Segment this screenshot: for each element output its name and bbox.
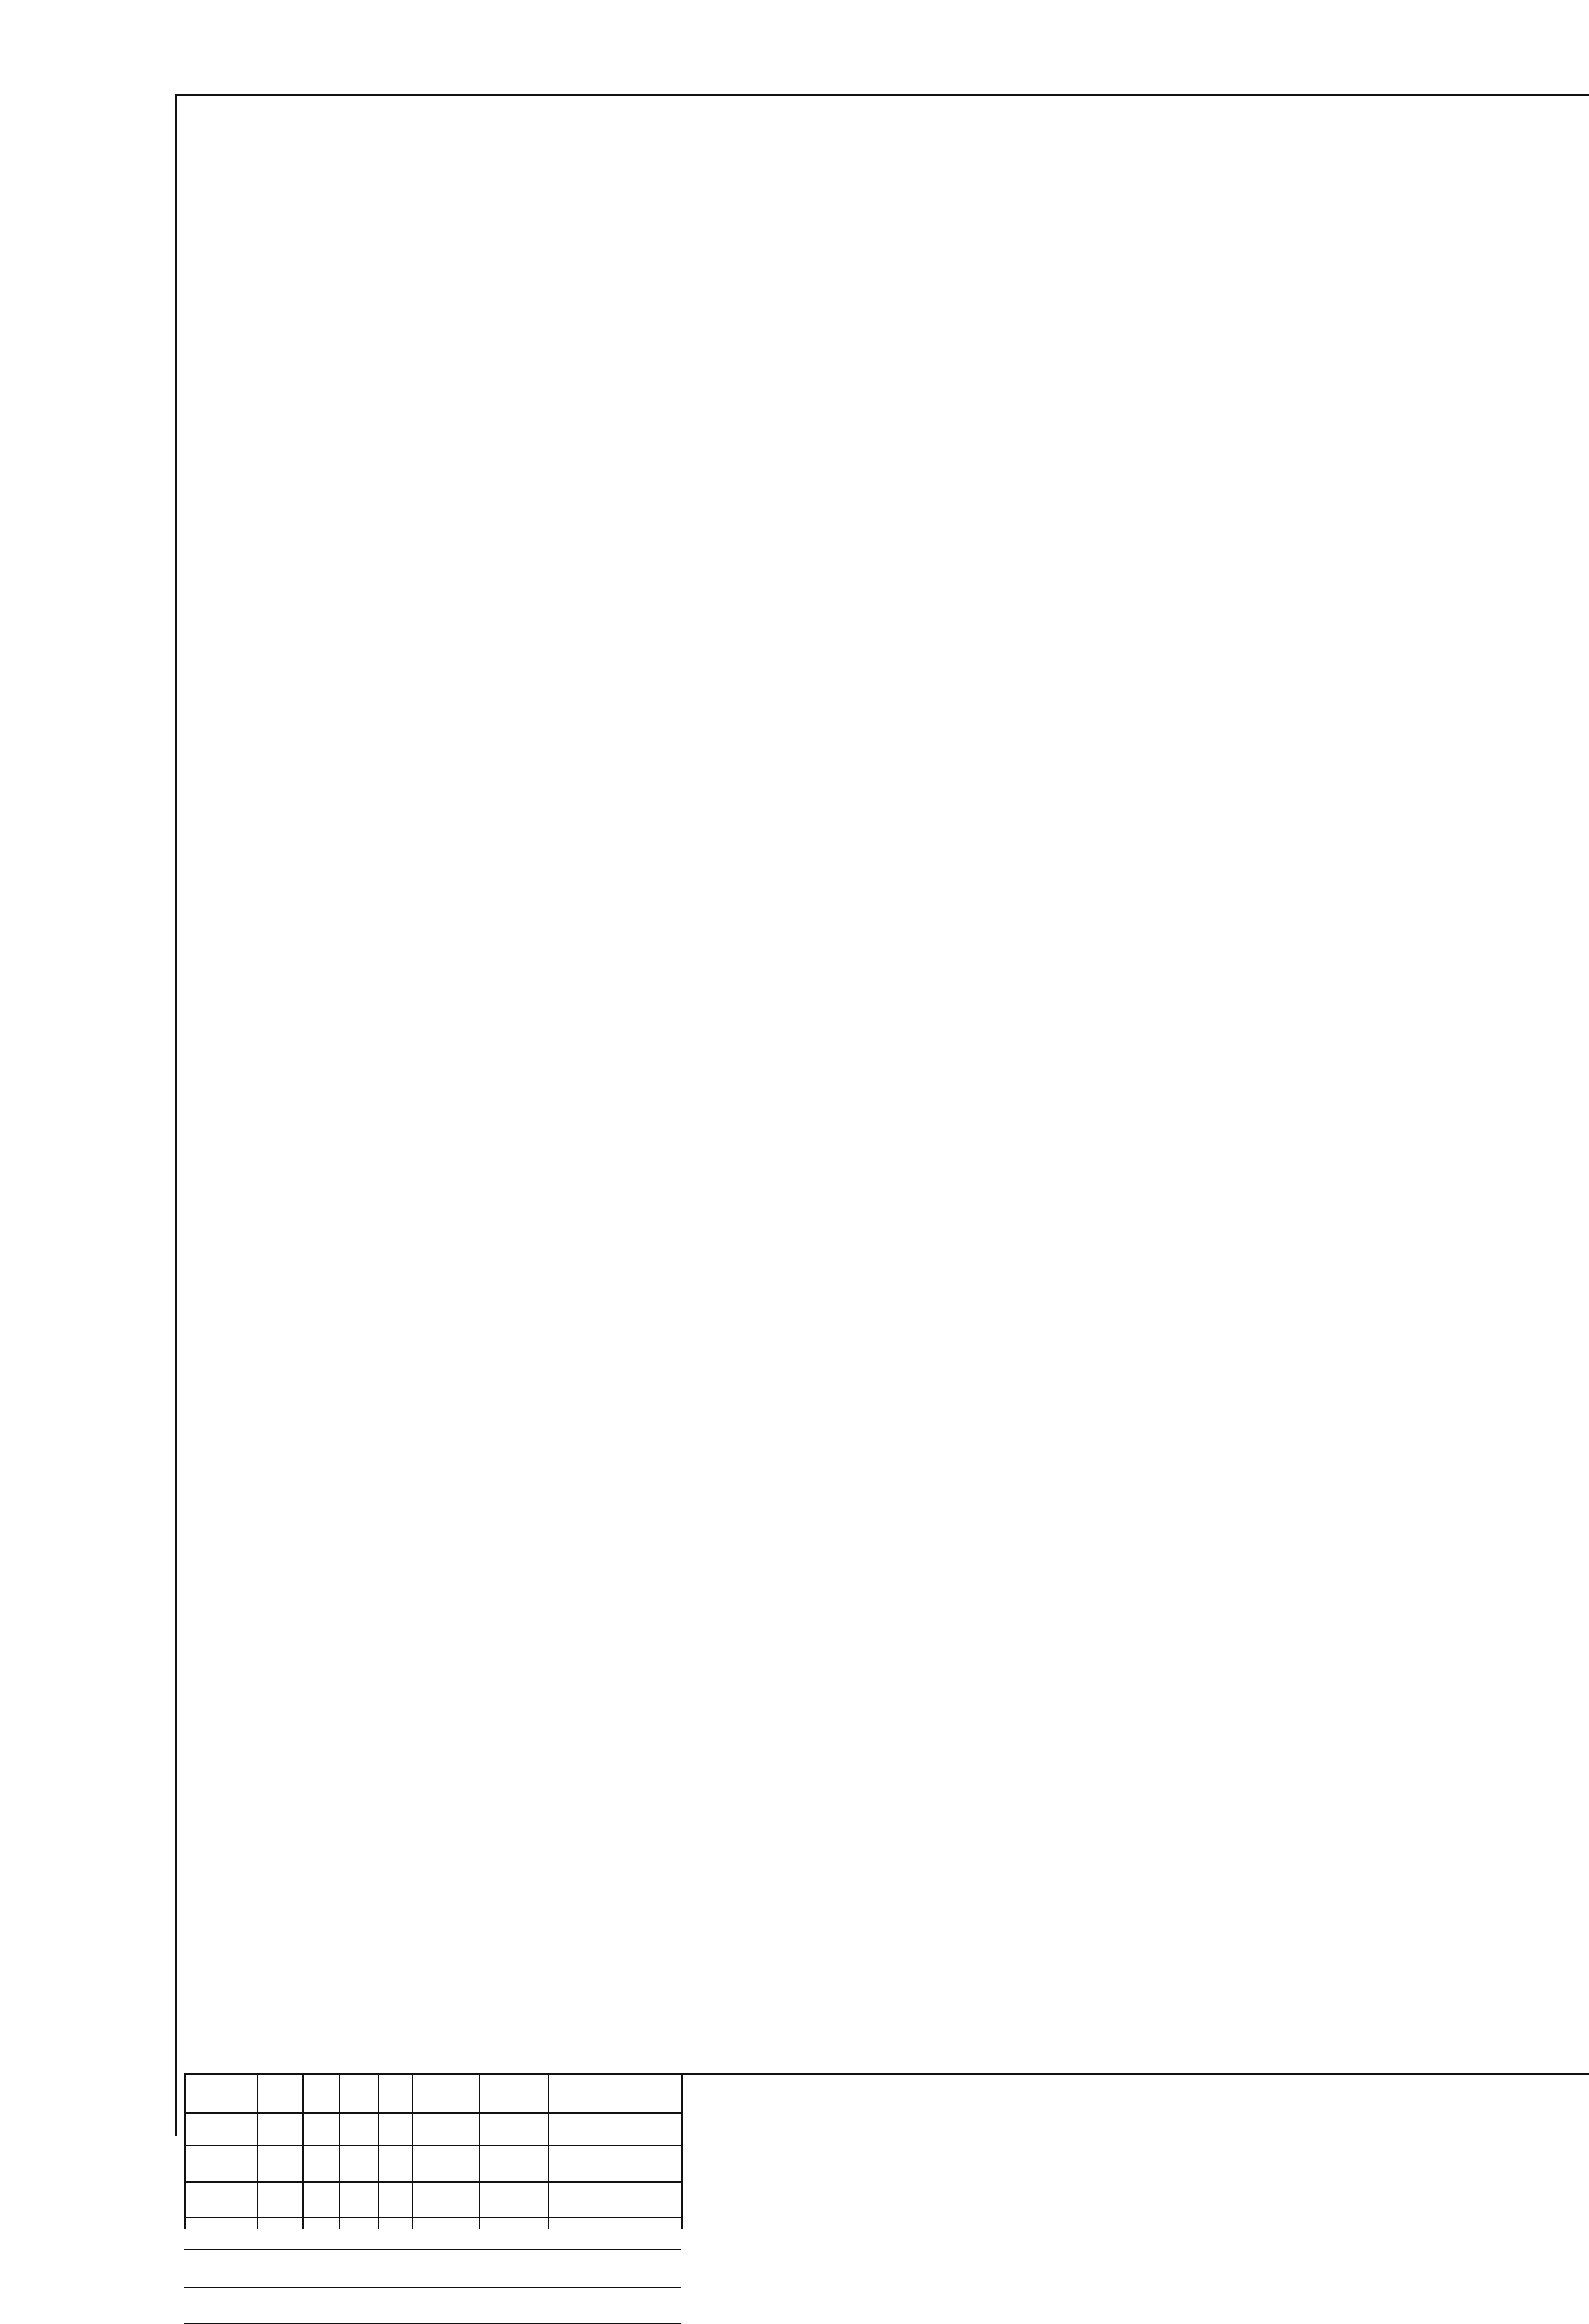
frame-top-border [175,94,1589,96]
frame-left-border [175,94,177,2136]
